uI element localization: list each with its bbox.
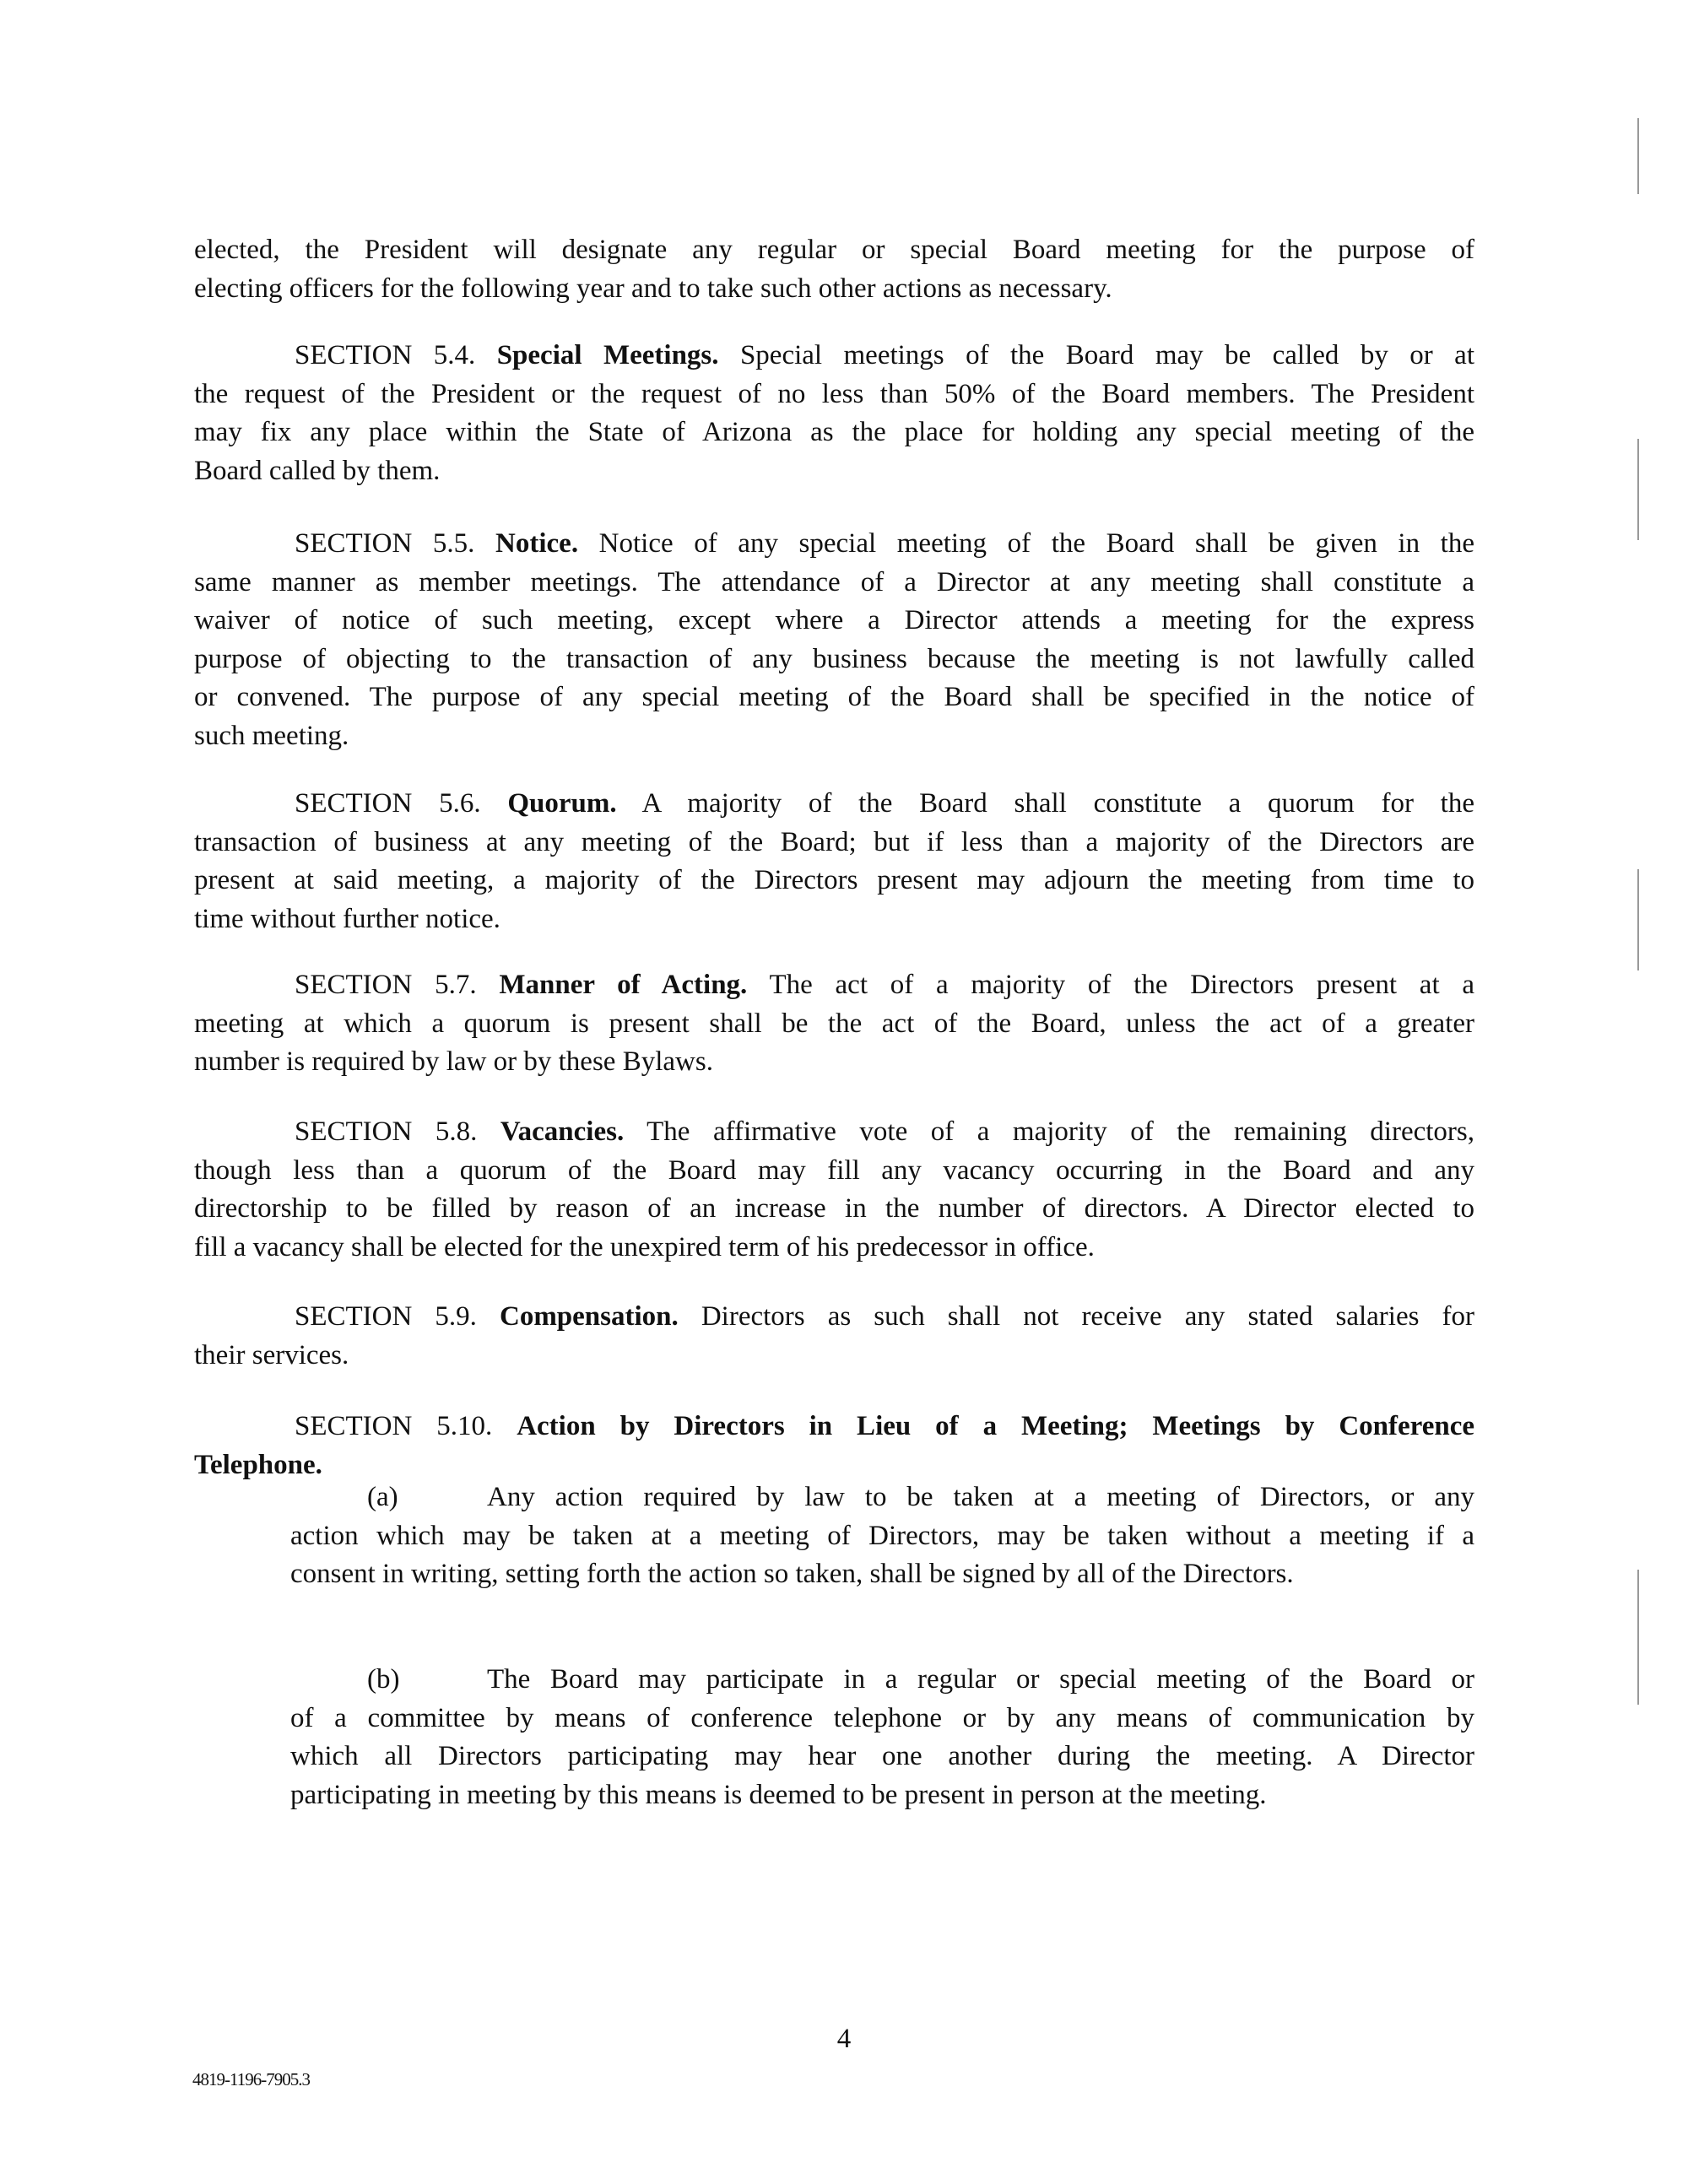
section-number: SECTION 5.10. [295,1411,493,1441]
text-line [194,1113,1474,1152]
line-text: The Board may participate in a regular or special meeting of the Board or [487,1664,1474,1695]
line-text: which all Directors participating may hear one another during the meeting. A Director [290,1741,1474,1771]
line-text: consent in writing, setting forth the action so taken, shall be signed by all of the Directors. [290,1559,1294,1589]
section-heading: Vacancies. [500,1116,625,1147]
line-text: Directors as such shall not receive any stated salaries for [701,1301,1475,1332]
section-number: SECTION 5.7. [295,970,477,1000]
text-line [290,1555,1474,1594]
text-line [194,525,1474,564]
line-text: or convened. The purpose of any special meeting of the Board shall be specified in the notice of [194,682,1474,712]
line-text: waiver of notice of such meeting, except where a Director attends a meeting for the express [194,605,1474,635]
line-text: The affirmative vote of a majority of the remaining directors, [647,1116,1475,1147]
text-line [194,1152,1474,1191]
line-text: same manner as member meetings. The attendance of a Director at any meeting shall constitute a [194,566,1474,597]
text-line [194,824,1474,862]
text-line [194,270,1474,309]
section-paragraph [194,337,1474,490]
text-line [194,414,1474,452]
text-line [194,862,1474,900]
line-text: participating in meeting by this means is deemed to be present in person at the meeting. [290,1779,1267,1810]
scan-artifact [1637,869,1639,970]
text-line [194,1190,1474,1229]
subsection-paragraph [290,1661,1474,1814]
section-heading: Quorum. [507,788,617,819]
text-line [290,1479,1474,1517]
section-heading: Manner of Acting. [499,970,748,1000]
text-line [194,337,1474,376]
section-paragraph [194,1408,1474,1484]
section-number: SECTION 5.9. [295,1301,477,1332]
section-heading: Action by Directors in Lieu of a Meeting; Meetings by Conference [517,1411,1475,1441]
section-paragraph [194,525,1474,755]
subsection-label: (a) [367,1482,398,1512]
text-line [194,785,1474,824]
paragraph [194,231,1474,308]
line-text: elected, the President will designate any regular or special Board meeting for the purpose of [194,235,1474,265]
text-line [194,452,1474,491]
section-paragraph [194,966,1474,1082]
text-line [194,1229,1474,1268]
line-text: A majority of the Board shall constitute a quorum for the [641,788,1474,819]
line-text: fill a vacancy shall be elected for the unexpired term of his predecessor in office. [194,1231,1095,1262]
line-text: time without further notice. [194,903,500,934]
text-line [194,966,1474,1005]
section-heading: Compensation. [499,1301,679,1332]
line-text: The act of a majority of the Directors present at a [769,970,1475,1000]
page-number: 4 [836,2024,852,2054]
line-text: such meeting. [194,720,349,751]
line-text: though less than a quorum of the Board may fill any vacancy occurring in the Board and any [194,1154,1474,1186]
document-id: 4819-1196-7905.3 [192,2069,310,2089]
text-line [290,1738,1474,1776]
text-line [194,564,1474,603]
section-number: SECTION 5.5. [295,528,475,559]
line-text: the request of the President or the request of no less than 50% of the Board members. The President [194,378,1474,409]
section-heading: Special Meetings. [496,340,719,370]
text-line [194,376,1474,414]
section-heading-continued: Telephone. [194,1449,322,1480]
scan-artifact [1637,439,1639,540]
line-text: electing officers for the following year and to take such other actions as necessary. [194,273,1112,304]
line-text: their services. [194,1339,349,1370]
line-text: Notice of any special meeting of the Board shall be given in the [598,528,1475,559]
scan-artifact [1637,1570,1639,1705]
section-paragraph [194,1298,1474,1375]
subsection-label: (b) [367,1664,400,1695]
text-line [194,641,1474,679]
line-text: may fix any place within the State of Arizona as the place for holding any special meeting of the [194,417,1474,447]
text-line [194,678,1474,717]
text-line [194,1005,1474,1044]
text-line [290,1517,1474,1556]
line-text: transaction of business at any meeting of the Board; but if less than a majority of the Directors are [194,826,1474,857]
subsection-paragraph [290,1479,1474,1594]
text-line [194,602,1474,641]
text-line [194,231,1474,270]
text-line [194,1298,1474,1337]
line-text: directorship to be filled by reason of an increase in the number of directors. A Director elected to [194,1193,1474,1224]
line-text: Special meetings of the Board may be called by or at [739,340,1474,370]
section-paragraph [194,785,1474,938]
text-line [194,1408,1474,1446]
section-number: SECTION 5.4. [295,340,476,370]
scan-artifact [1637,118,1639,194]
text-line [194,717,1474,756]
line-text: of a committee by means of conference telephone or by any means of communication by [290,1702,1474,1733]
text-line [194,1043,1474,1082]
line-text: number is required by law or by these Bylaws. [194,1046,713,1077]
section-paragraph [194,1113,1474,1267]
text-line [290,1700,1474,1738]
section-number: SECTION 5.8. [295,1116,478,1147]
section-number: SECTION 5.6. [295,788,481,819]
line-text: meeting at which a quorum is present shall be the act of the Board, unless the act of a greater [194,1008,1474,1039]
line-text: present at said meeting, a majority of the Directors present may adjourn the meeting from time to [194,865,1474,895]
text-line [194,900,1474,939]
text-line [290,1661,1474,1700]
line-text: purpose of objecting to the transaction of any business because the meeting is not lawfully called [194,643,1474,674]
section-heading: Notice. [495,528,579,559]
line-text: Any action required by law to be taken at a meeting of Directors, or any [487,1482,1474,1512]
text-line [194,1337,1474,1376]
line-text: Board called by them. [194,455,441,486]
text-line [290,1776,1474,1815]
line-text: action which may be taken at a meeting of Directors, may be taken without a meeting if a [290,1520,1474,1551]
